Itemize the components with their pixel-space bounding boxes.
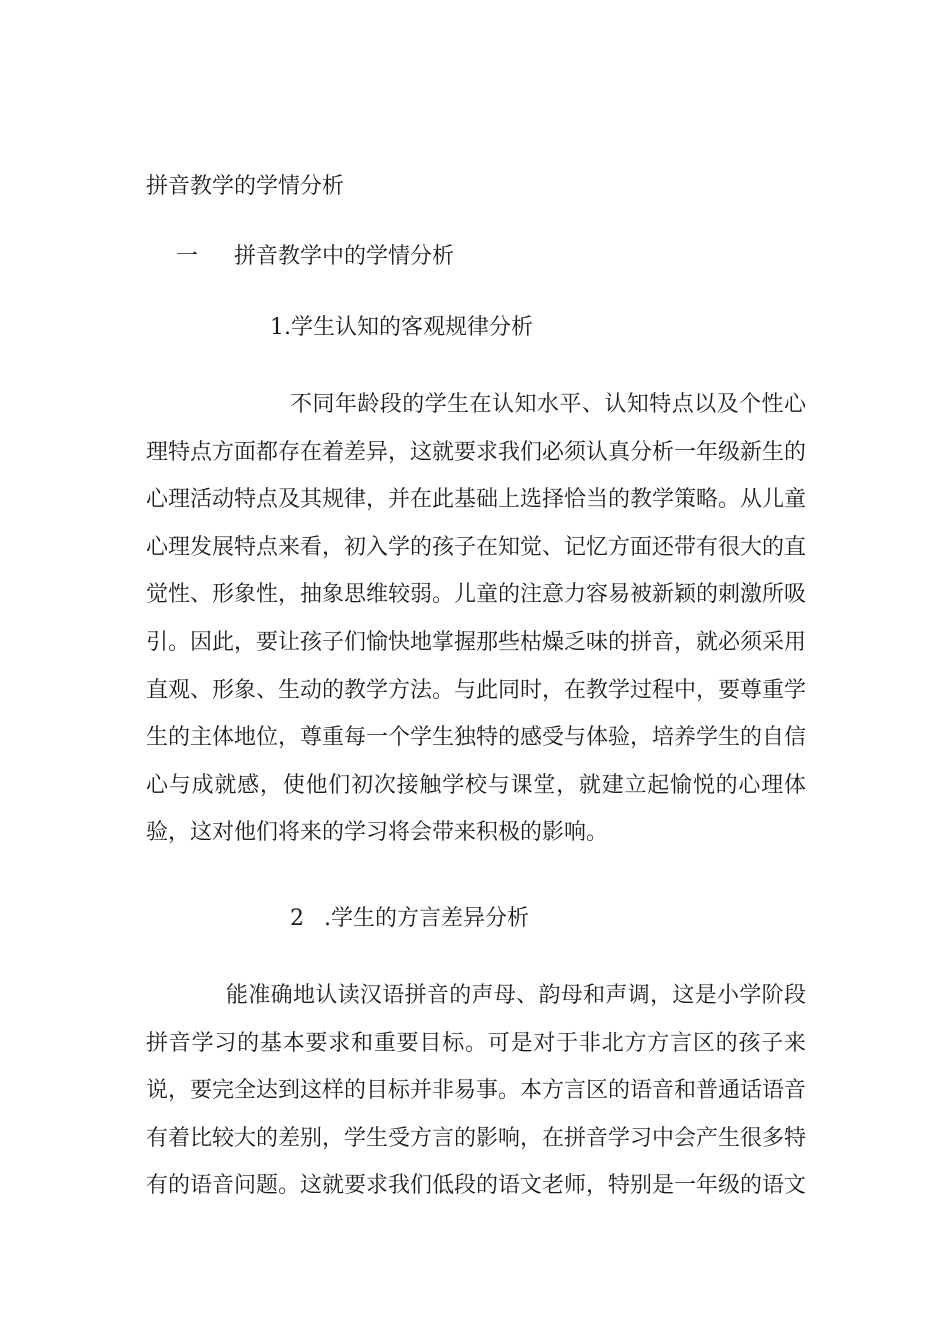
paragraph-cognitive-analysis: 不同年龄段的学生在认知水平、认知特点以及个性心理特点方面都存在着差异，这就要求我们必须认真分析一年级新生的心理活动特点及其规律，并在此基础上选择恰当的教学策略。从儿童心理发展特点来看，初入学的孩子在知觉、记忆方面还带有很大的直觉性、形象性，抽象思维较弱。儿童的注意力容易被新颖的刺激所吸引。因此，要让孩子们愉快地掌握那些枯燥乏味的拼音，就必须采用直观、形象、生动的教学方法。与此同时，在教学过程中，要尊重学生的主体地位，尊重每一个学生独特的感受与体验，培养学生的自信心与成就感，使他们初次接触学校与课堂，就建立起愉悦的心理体验，这对他们将来的学习将会带来积极的影响。	[146, 392, 807, 846]
subsection-heading-2-text: .学生的方言差异分析	[324, 906, 529, 931]
section-heading	[176, 240, 454, 274]
document-title: 拼音教学的学情分析	[146, 174, 345, 199]
paragraph-dialect-analysis: 能准确地认读汉语拼音的声母、韵母和声调，这是小学阶段拼音学习的基本要求和重要目标。可是对于非北方方言区的孩子来说，要完全达到这样的目标并非易事。本方言区的语音和普通话语音有着比较大的差别，学生受方言的影响，在拼音学习中会产生很多特有的语音问题。这就要求我们低段的语文老师，特别是一年级的语文	[146, 983, 807, 1199]
subsection-heading-2	[290, 902, 529, 936]
subsection-heading-1: 1.学生认知的客观规律分析	[270, 315, 533, 340]
subsection-number-2: 2	[290, 906, 304, 931]
section-number: 一	[176, 244, 199, 269]
section-heading-text: 拼音教学中的学情分析	[234, 244, 455, 269]
